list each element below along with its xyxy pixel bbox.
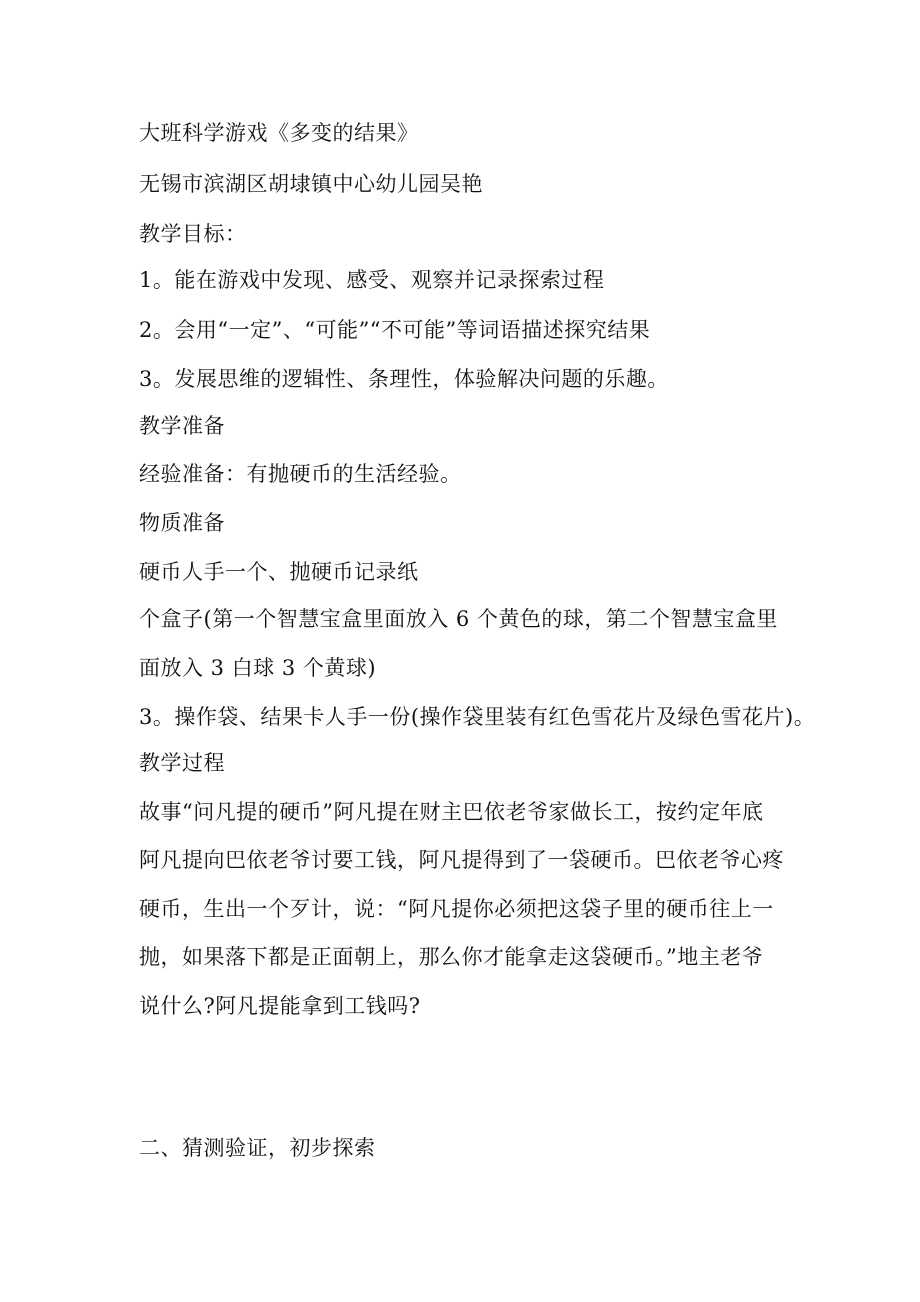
material-item-4: 3。操作袋、结果卡人手一份(操作袋里装有红色雪花片及绿色雪花片)。 xyxy=(139,705,816,729)
process-heading: 教学过程 xyxy=(139,751,225,775)
story-line-3: 硬币，生出一个歹计，说：“阿凡提你必须把这袋子里的硬币往上一 xyxy=(139,897,774,921)
goal-item-3: 3。发展思维的逻辑性、条理性，体验解决问题的乐趣。 xyxy=(139,367,669,391)
story-line-4: 抛，如果落下都是正面朝上，那么你才能拿走这袋硬币。”地主老爷 xyxy=(139,945,764,969)
prep-heading: 教学准备 xyxy=(139,414,225,438)
story-line-2: 阿凡提向巴依老爷讨要工钱，阿凡提得到了一袋硬币。巴依老爷心疼 xyxy=(139,848,784,872)
document-author: 无锡市滨湖区胡埭镇中心幼儿园吴艳 xyxy=(139,172,483,196)
material-item-3: 面放入 3 白球 3 个黄球) xyxy=(139,656,377,680)
material-heading: 物质准备 xyxy=(139,511,225,535)
goal-item-1: 1。能在游戏中发现、感受、观察并记录探索过程 xyxy=(139,268,605,292)
story-line-1: 故事“问凡提的硬币”阿凡提在财主巴依老爷家做长工，按约定年底 xyxy=(139,800,764,824)
goals-heading: 教学目标： xyxy=(139,222,247,246)
material-item-1: 硬币人手一个、抛硬币记录纸 xyxy=(139,560,419,584)
experience-prep: 经验准备：有抛硬币的生活经验。 xyxy=(139,462,462,486)
story-line-5: 说什么?阿凡提能拿到工钱吗? xyxy=(139,994,421,1018)
goal-item-2: 2。会用“一定”、“可能”“不可能”等词语描述探究结果 xyxy=(139,318,651,342)
section-two-heading: 二、猜测验证，初步探索 xyxy=(139,1136,376,1160)
document-title: 大班科学游戏《多变的结果》 xyxy=(139,121,419,145)
material-item-2: 个盒子(第一个智慧宝盒里面放入 6 个黄色的球，第二个智慧宝盒里 xyxy=(139,607,778,631)
